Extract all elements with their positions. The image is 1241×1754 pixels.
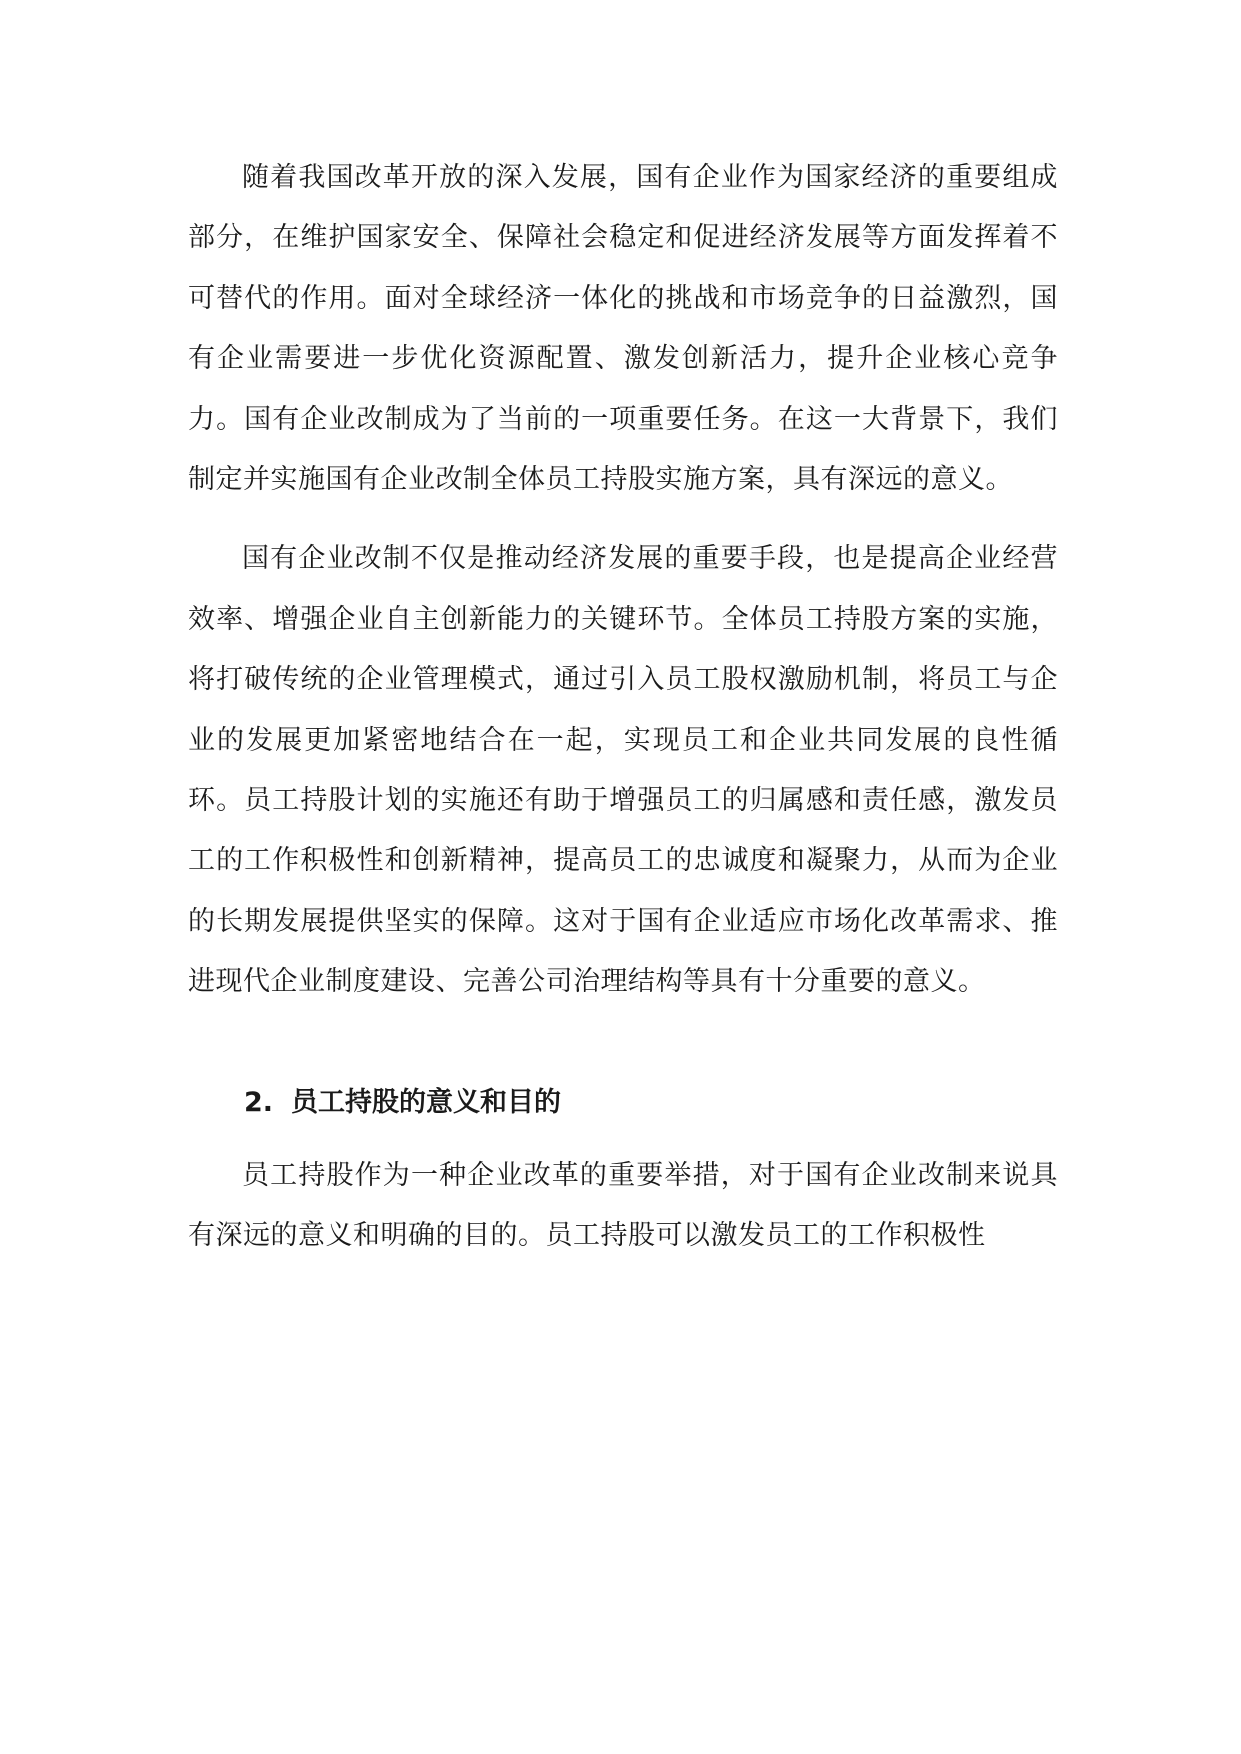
section-title: 员工持股的意义和目的 bbox=[291, 1086, 562, 1118]
paragraph-background: 随着我国改革开放的深入发展，国有企业作为国家经济的重要组成部分，在维护国家安全、保障社会稳定和促进经济发展等方面发挥着不可替代的作用。面对全球经济一体化的挑战和市场竞争的日益激烈，国有企业需要进一步优化资源配置、激发创新活力，提升企业核心竞争力。国有企业改制成为了当前的一项重要任务。在这一大背景下，我们制定并实施国有企业改制全体员工持股实施方案，具有深远的意义。 bbox=[188, 162, 1058, 496]
document-body bbox=[188, 148, 1058, 1267]
section-heading bbox=[188, 1073, 1058, 1133]
section-number: 2. bbox=[244, 1086, 274, 1118]
paragraph-section-intro: 员工持股作为一种企业改革的重要举措，对于国有企业改制来说具有深远的意义和明确的目的。员工持股可以激发员工的工作积极性 bbox=[188, 1159, 1058, 1252]
paragraph-significance: 国有企业改制不仅是推动经济发展的重要手段，也是提高企业经营效率、增强企业自主创新能力的关键环节。全体员工持股方案的实施，将打破传统的企业管理模式，通过引入员工股权激励机制，将员工与企业的发展更加紧密地结合在一起，实现员工和企业共同发展的良性循环。员工持股计划的实施还有助于增强员工的归属感和责任感，激发员工的工作积极性和创新精神，提高员工的忠诚度和凝聚力，从而为企业的长期发展提供坚实的保障。这对于国有企业适应市场化改革需求、推进现代企业制度建设、完善公司治理结构等具有十分重要的意义。 bbox=[188, 543, 1058, 998]
